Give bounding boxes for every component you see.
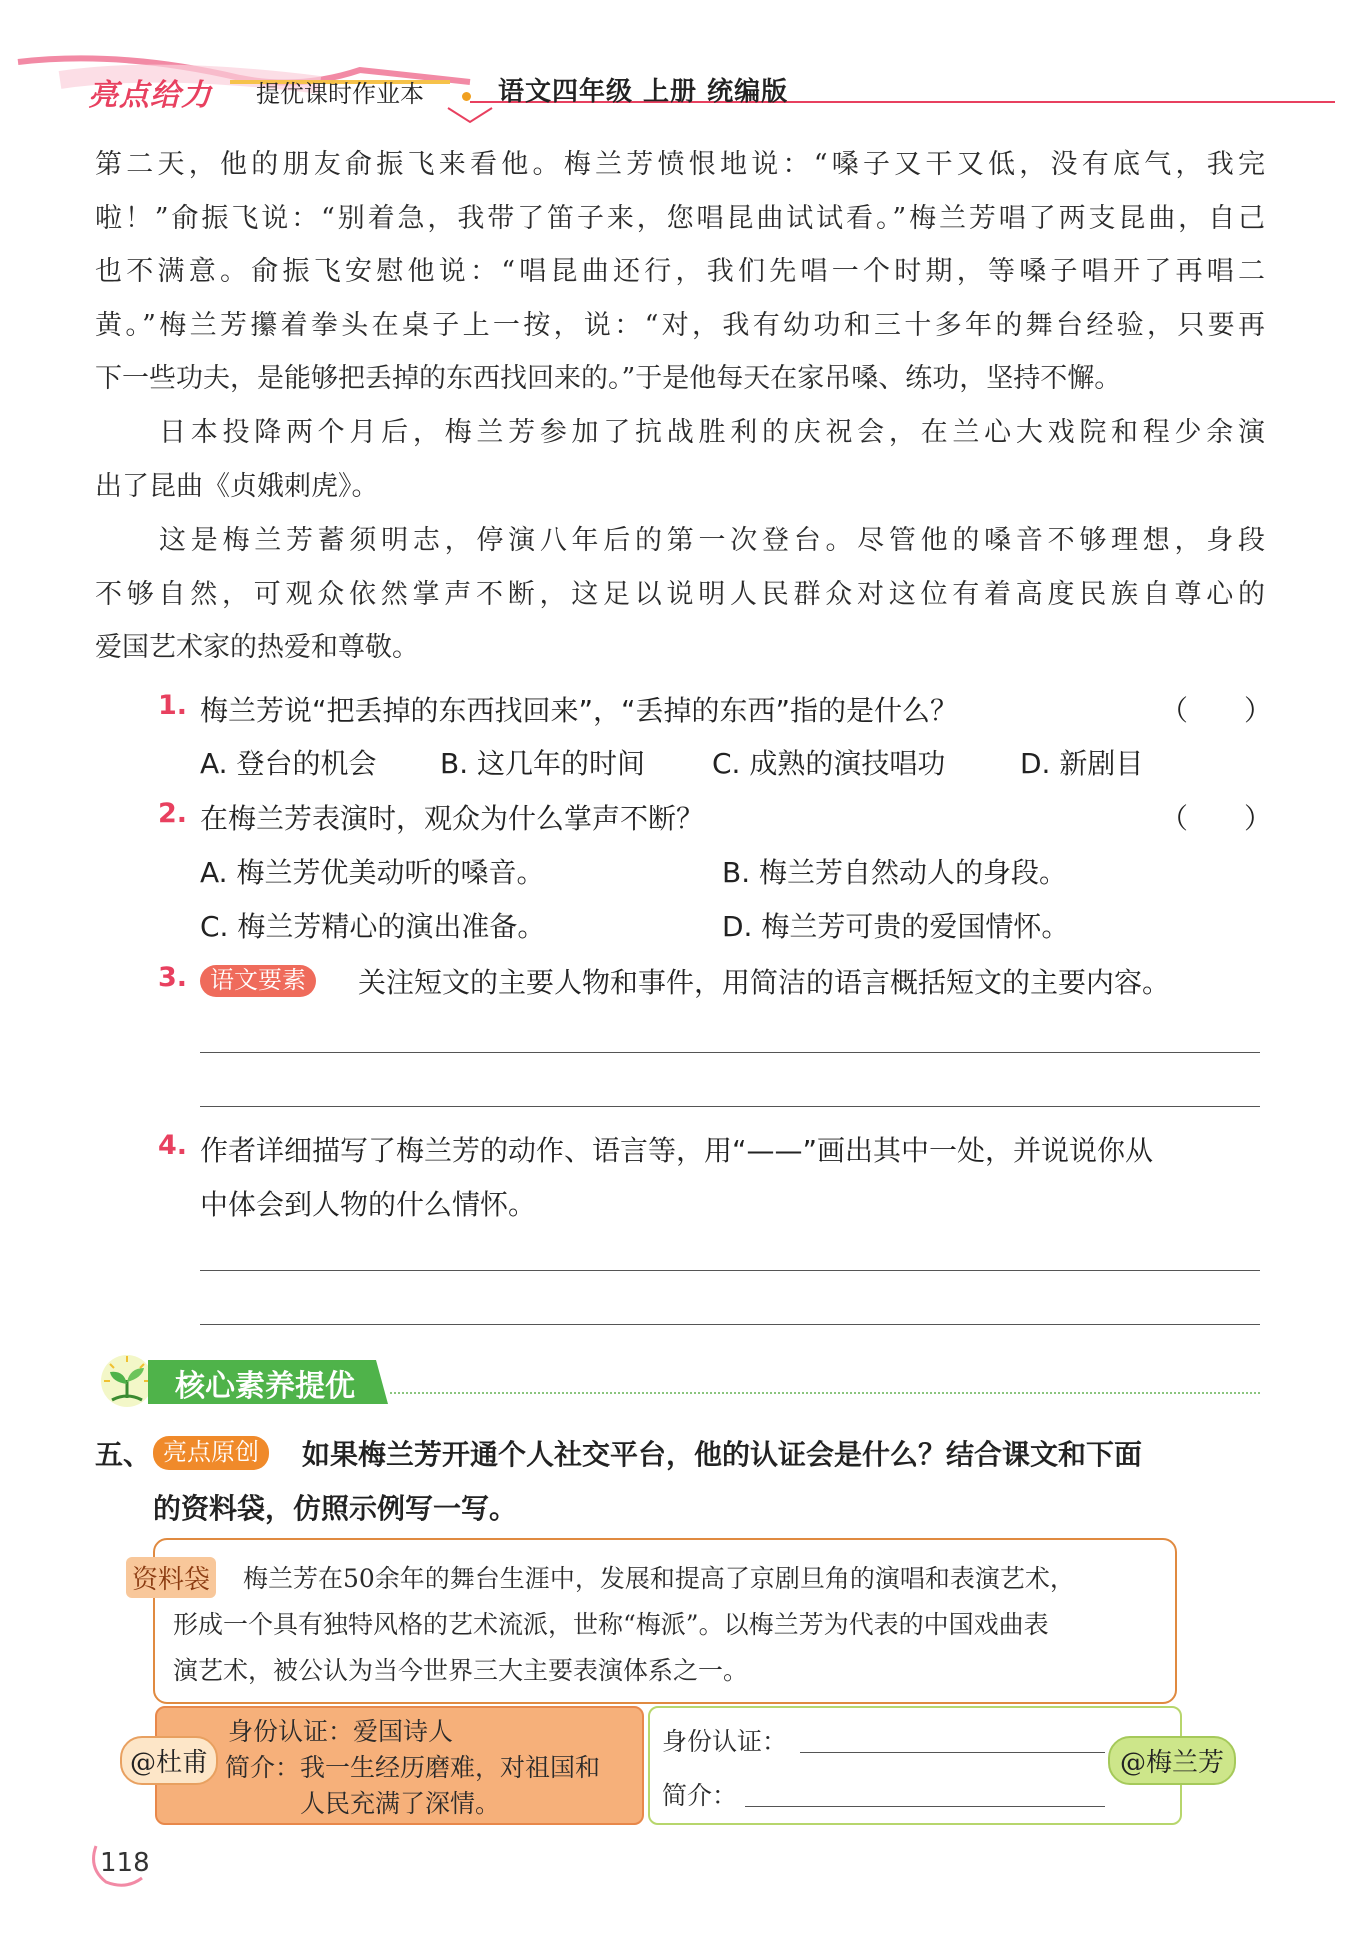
section-divider bbox=[390, 1392, 1260, 1394]
question-2-text: 在梅兰芳表演时，观众为什么掌声不断？ bbox=[200, 802, 705, 835]
passage-paragraph-3 bbox=[95, 514, 1265, 675]
resource-text bbox=[173, 1556, 1163, 1694]
passage-line: 日本投降两个月后，梅兰芳参加了抗战胜利的庆祝会，在兰心大戏院和程少余演 bbox=[159, 417, 1265, 448]
passage-line: 第二天，他的朋友俞振飞来看他。梅兰芳愤恨地说：“嗓子又干又低，没有底气，我完 bbox=[95, 149, 1265, 180]
tag-yuwen-yaosu: 语文要素 bbox=[200, 965, 316, 997]
question-4-text-cont: 中体会到人物的什么情怀。 bbox=[200, 1188, 537, 1221]
answer-line[interactable] bbox=[200, 1106, 1260, 1107]
grade-label: 语文四年级 上册 统编版 bbox=[498, 77, 789, 107]
example-handle: @杜甫 bbox=[120, 1736, 218, 1785]
question-5-text-cont: 的资料袋，仿照示例写一写。 bbox=[153, 1492, 518, 1525]
question-2-answer-blank[interactable]: （ ） bbox=[1160, 802, 1273, 835]
example-intro-cont: 人民充满了深情。 bbox=[300, 1789, 501, 1818]
resource-line: 梅兰芳在50余年的舞台生涯中，发展和提高了京剧旦角的演唱和表演艺术， bbox=[243, 1564, 1075, 1593]
example-id-label: 身份认证：爱国诗人 bbox=[228, 1717, 454, 1746]
question-1-text: 梅兰芳说“把丢掉的东西找回来”，“丢掉的东西”指的是什么？ bbox=[200, 694, 959, 727]
resource-tag: 资料袋 bbox=[126, 1557, 216, 1598]
question-4-text: 作者详细描写了梅兰芳的动作、语言等，用“——”画出其中一处，并说说你从 bbox=[200, 1134, 1154, 1167]
question-1-option-b[interactable]: B. 这几年的时间 bbox=[440, 747, 646, 780]
id-answer-line[interactable] bbox=[800, 1752, 1105, 1753]
series-title: 提优课时作业本 bbox=[256, 80, 424, 108]
question-2-option-d[interactable]: D. 梅兰芳可贵的爱国情怀。 bbox=[722, 910, 1070, 943]
answer-id-label: 身份认证： bbox=[662, 1727, 788, 1756]
question-2-number: 2. bbox=[158, 798, 188, 829]
intro-answer-line[interactable] bbox=[745, 1806, 1105, 1807]
question-1-option-c[interactable]: C. 成熟的演技唱功 bbox=[712, 747, 946, 780]
passage-line: 这是梅兰芳蓄须明志，停演八年后的第一次登台。尽管他的嗓音不够理想，身段 bbox=[159, 525, 1265, 556]
question-1-number: 1. bbox=[158, 690, 188, 721]
question-2-option-b[interactable]: B. 梅兰芳自然动人的身段。 bbox=[722, 856, 1068, 889]
passage-line: 啦！”俞振飞说：“别着急，我带了笛子来，您唱昆曲试试看。”梅兰芳唱了两支昆曲，自己 bbox=[95, 202, 1265, 234]
question-5-text: 如果梅兰芳开通个人社交平台，他的认证会是什么？结合课文和下面 bbox=[302, 1438, 1143, 1471]
question-3-tag bbox=[200, 960, 316, 995]
sprout-icon bbox=[98, 1352, 156, 1410]
question-3-number: 3. bbox=[158, 962, 188, 993]
question-1-option-a[interactable]: A. 登台的机会 bbox=[200, 747, 377, 780]
answer-line[interactable] bbox=[200, 1052, 1260, 1053]
brand-logo: 亮点给力 bbox=[88, 78, 212, 113]
passage-line: 不够自然，可观众依然掌声不断，这足以说明人民群众对这位有着高度民族自尊心的 bbox=[95, 578, 1265, 610]
passage-line: 也不满意。俞振飞安慰他说：“唱昆曲还行，我们先唱一个时期，等嗓子唱开了再唱二 bbox=[95, 256, 1265, 287]
resource-line: 形成一个具有独特风格的艺术流派，世称“梅派”。以梅兰芳为代表的中国戏曲表 bbox=[173, 1610, 1049, 1639]
question-5-number: 五、 bbox=[95, 1438, 152, 1471]
question-4-number: 4. bbox=[158, 1130, 188, 1161]
passage-paragraph-1 bbox=[95, 138, 1265, 406]
answer-intro-label: 简介： bbox=[662, 1781, 738, 1810]
passage-line: 爱国艺术家的热爱和尊敬。 bbox=[95, 632, 419, 663]
passage-line: 出了昆曲《贞娥刺虎》。 bbox=[95, 470, 379, 502]
header-dot bbox=[462, 92, 471, 101]
question-1-option-d[interactable]: D. 新剧目 bbox=[1020, 747, 1144, 780]
example-intro: 简介：我一生经历磨难，对祖国和 bbox=[225, 1753, 601, 1782]
passage-line: 黄。”梅兰芳攥着拳头在桌子上一按，说：“对，我有幼功和三十多年的舞台经验，只要再 bbox=[95, 309, 1265, 341]
resource-line: 演艺术，被公认为当今世界三大主要表演体系之一。 bbox=[173, 1656, 749, 1685]
section-title: 核心素养提优 bbox=[175, 1369, 355, 1404]
question-5-tag bbox=[153, 1432, 269, 1467]
answer-line[interactable] bbox=[200, 1324, 1260, 1325]
passage-paragraph-2 bbox=[95, 406, 1265, 513]
answer-handle: @梅兰芳 bbox=[1108, 1736, 1236, 1785]
question-1-answer-blank[interactable]: （ ） bbox=[1160, 694, 1273, 727]
question-2-option-a[interactable]: A. 梅兰芳优美动听的嗓音。 bbox=[200, 856, 545, 889]
passage-line: 下一些功夫，是能够把丢掉的东西找回来的。”于是他每天在家吊嗓、练功，坚持不懈。 bbox=[95, 363, 1122, 394]
answer-line[interactable] bbox=[200, 1270, 1260, 1271]
question-2-option-c[interactable]: C. 梅兰芳精心的演出准备。 bbox=[200, 910, 546, 943]
page-number: 118 bbox=[100, 1848, 150, 1878]
tag-liangdian-yuanchuang: 亮点原创 bbox=[153, 1436, 269, 1470]
question-3-text: 关注短文的主要人物和事件，用简洁的语言概括短文的主要内容。 bbox=[358, 966, 1171, 999]
